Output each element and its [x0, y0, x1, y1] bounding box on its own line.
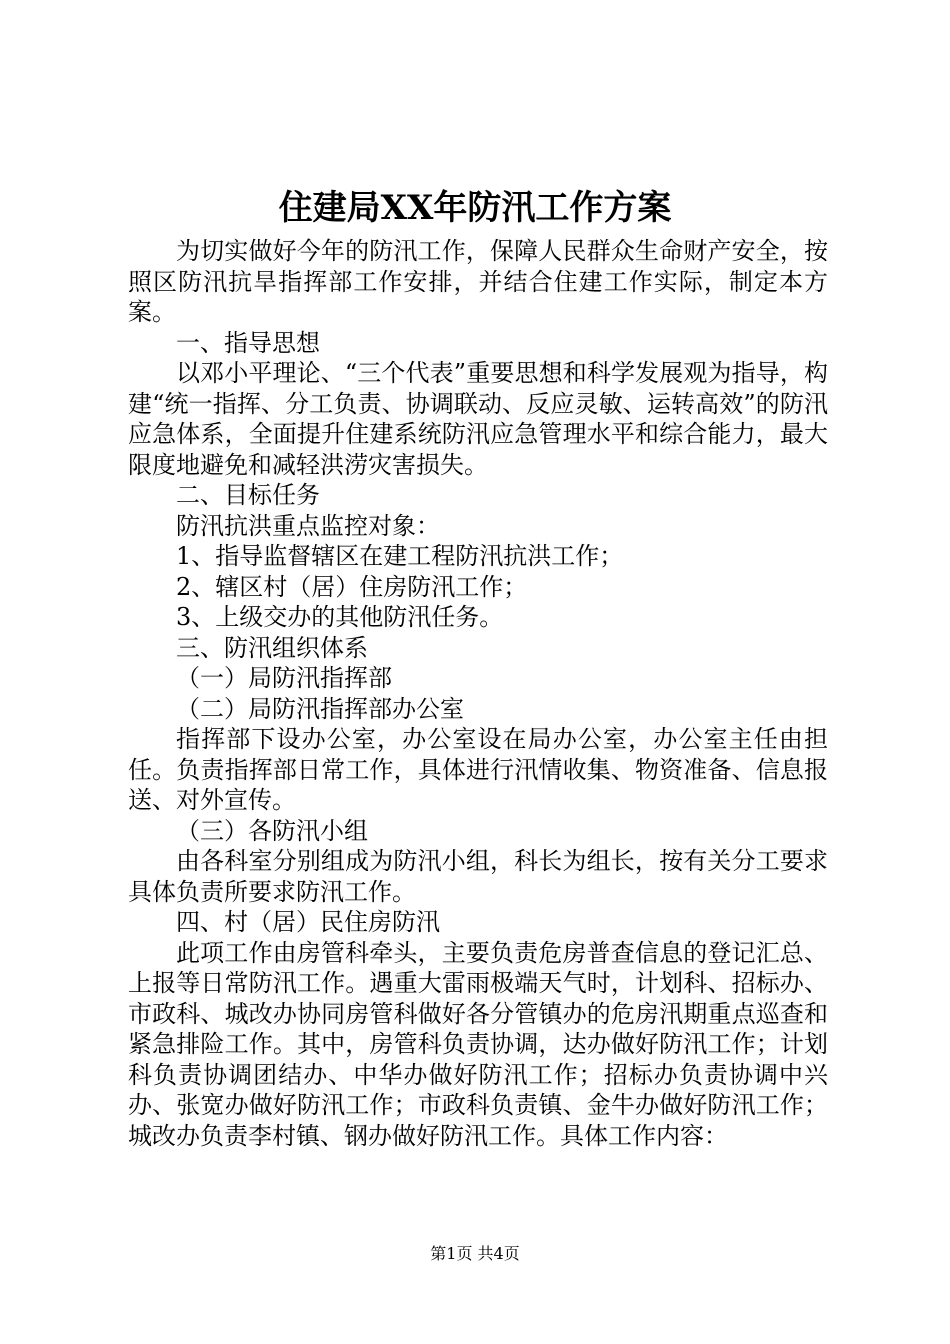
list-item-1: 1、指导监督辖区在建工程防汛抗洪工作；: [176, 542, 624, 570]
paragraph-housing: 此项工作由房管科牵头，主要负责危房普查信息的登记汇总、上报等日常防汛工作。遇重大雷雨极端天气时，计划科、招标办、市政科、城改办协同房管科做好各分管镇办的危房汛期重点巡查和紧急排险工作。其中，房管科负责协调，达办做好防汛工作；计划科负责协调团结办、中华办做好防汛工作；招标办负责协调中兴办、张宽办做好防汛工作；市政科负责镇、金牛办做好防汛工作；城改办负责李村镇、钢办做好防汛工作。具体工作内容：: [128, 938, 828, 1150]
paragraph-flood-groups: 由各科室分别组成为防汛小组，科长为组长，按有关分工要求具体负责所要求防汛工作。: [128, 847, 828, 906]
paragraph-monitoring-targets: 防汛抗洪重点监控对象：: [176, 511, 440, 540]
section-heading-organization: 三、防汛组织体系: [176, 633, 368, 662]
list-item-2: 2、辖区村（居）住房防汛工作；: [176, 572, 528, 601]
section-heading-guiding-thought: 一、指导思想: [176, 328, 320, 357]
section-heading-goals: 二、目标任务: [176, 481, 320, 509]
page-number: 第1页 共4页: [430, 1244, 520, 1263]
paragraph-guiding-thought: 以邓小平理论、“三个代表”重要思想和科学发展观为指导，构建“统一指挥、分工负责、协调联动、反应灵敏、运转高效”的防汛应急体系，全面提升住建系统防汛应急管理水平和综合能力，最大限度地避免和减轻洪涝灾害损失。: [128, 359, 828, 479]
list-item-3: 3、上级交办的其他防汛任务。: [176, 603, 504, 631]
subheading-flood-groups: （三）各防汛小组: [176, 816, 368, 845]
paragraph-intro: 为切实做好今年的防汛工作，保障人民群众生命财产安全，按照区防汛抗旱指挥部工作安排，并结合住建工作实际，制定本方案。: [128, 237, 828, 326]
section-heading-housing: 四、村（居）民住房防汛: [176, 908, 440, 936]
paragraph-command-office: 指挥部下设办公室，办公室设在局办公室，办公室主任由担任。负责指挥部日常工作，具体进行汛情收集、物资准备、信息报送、对外宣传。: [128, 725, 828, 814]
document-title: 住建局XX年防汛工作方案: [278, 188, 672, 228]
subheading-command-office: （二）局防汛指挥部办公室: [176, 694, 464, 723]
subheading-command-center: （一）局防汛指挥部: [176, 664, 392, 692]
document-body: [128, 236, 828, 1151]
